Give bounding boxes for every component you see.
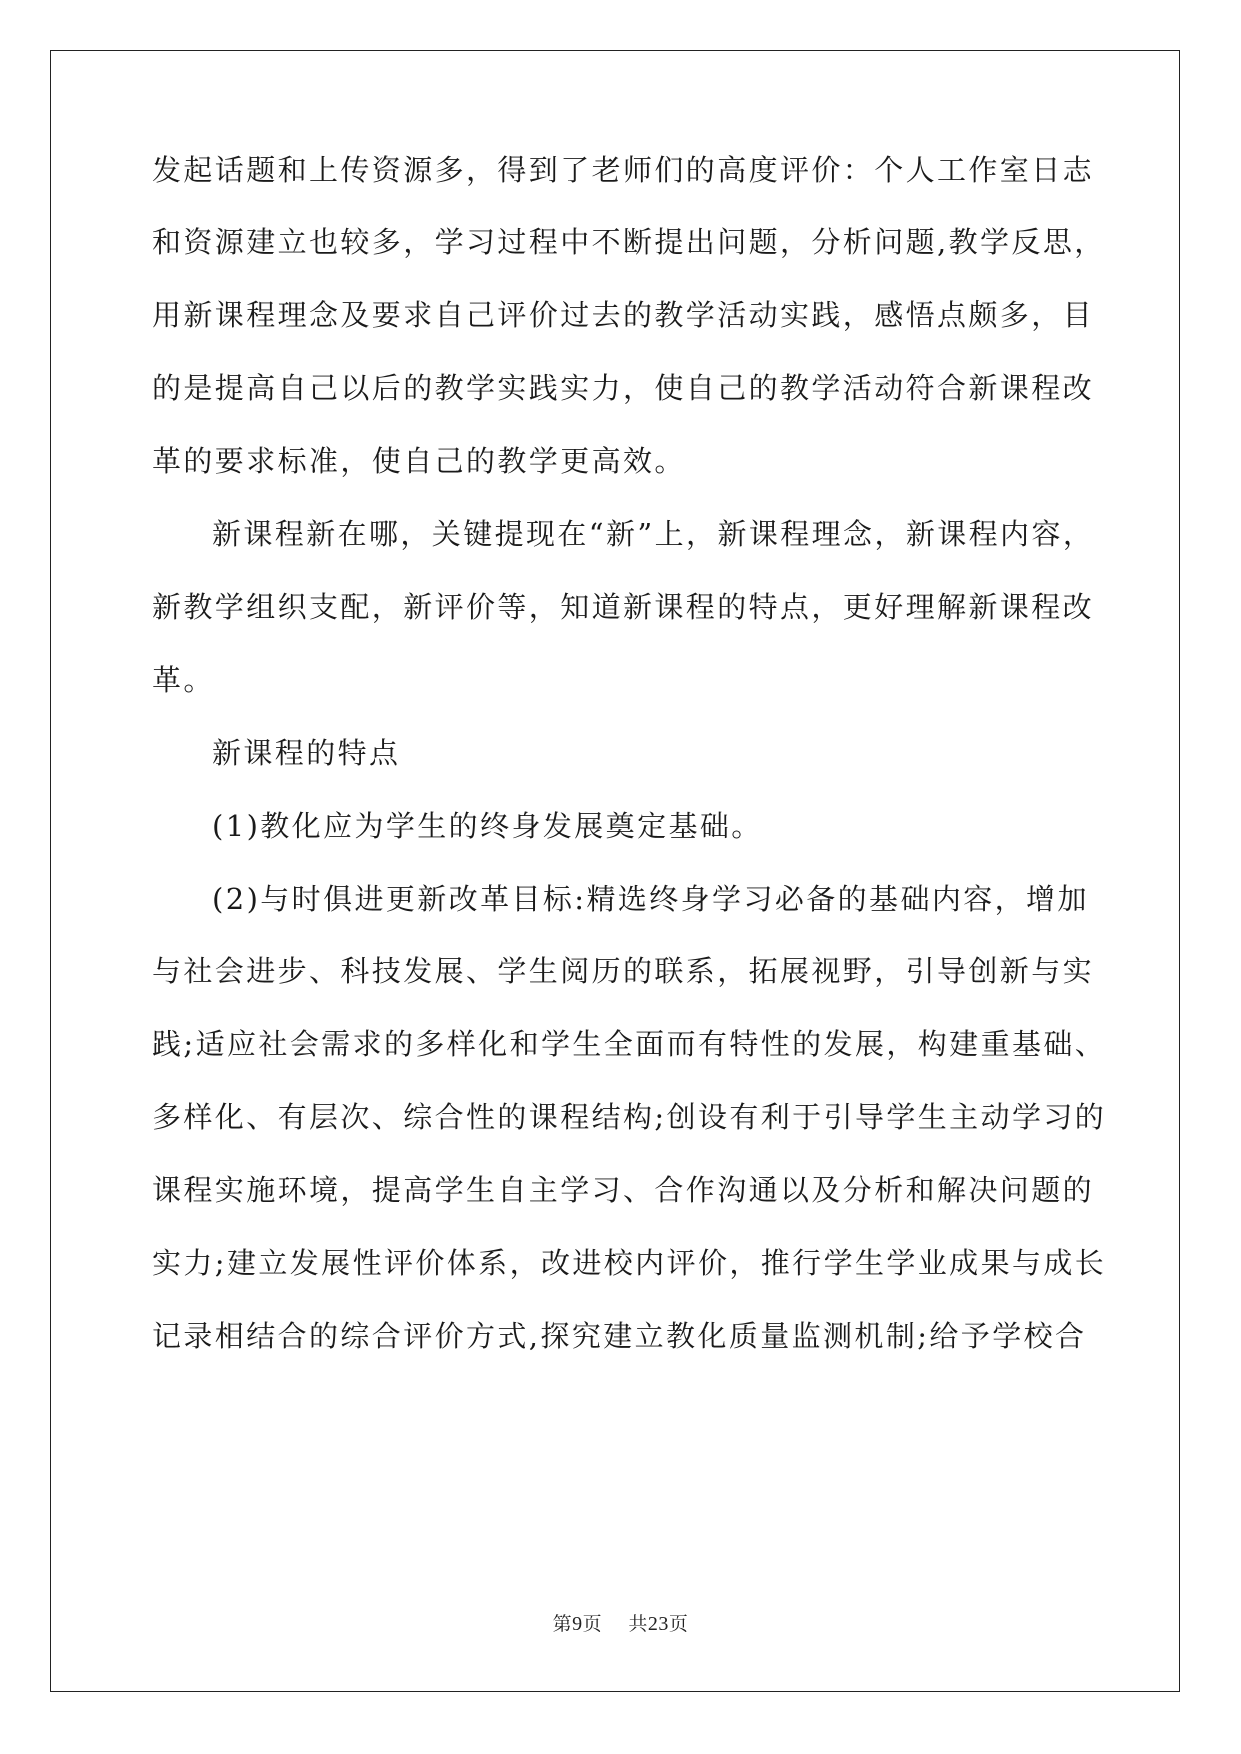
page-suffix: 页 [582, 1613, 603, 1635]
text-line: 课程实施环境，提高学生自主学习、合作沟通以及分析和解决问题的 [152, 1173, 1095, 1207]
total-prefix: 共 [628, 1613, 648, 1635]
text-line: 多样化、有层次、综合性的课程结构;创设有利于引导学生主动学习的 [152, 1100, 1107, 1134]
total-pages: 23 [647, 1613, 669, 1635]
text-line: 的是提高自己以后的教学实践实力，使自己的教学活动符合新课程改 [152, 371, 1095, 405]
text-line: 与社会进步、科技发展、学生阅历的联系，拓展视野，引导创新与实 [152, 954, 1095, 988]
text-line: 和资源建立也较多，学习过程中不断提出问题，分析问题,教学反思， [152, 225, 1106, 259]
list-item-2: (2)与时俱进更新改革目标:精选终身学习必备的基础内容，增加 [212, 882, 1089, 916]
text-line: 实力;建立发展性评价体系，改进校内评价，推行学生学业成果与成长 [152, 1246, 1107, 1280]
text-line: 新教学组织支配，新评价等，知道新课程的特点，更好理解新课程改 [152, 590, 1095, 624]
list-item-1: (1)教化应为学生的终身发展奠定基础。 [212, 809, 763, 843]
total-suffix: 页 [668, 1613, 689, 1635]
page-number: 9 [572, 1613, 583, 1635]
text-line: 记录相结合的综合评价方式,探究建立教化质量监测机制;给予学校合 [152, 1319, 1087, 1353]
page-footer [0, 1612, 1241, 1636]
paragraph-first-line: 新课程新在哪，关键提现在“新”上，新课程理念，新课程内容， [212, 517, 1095, 551]
text-line: 革。 [152, 663, 215, 697]
text-line: 发起话题和上传资源多，得到了老师们的高度评价：个人工作室日志 [152, 153, 1095, 187]
text-line: 用新课程理念及要求自己评价过去的教学活动实践，感悟点颇多，目 [152, 298, 1095, 332]
page-prefix: 第 [552, 1613, 573, 1635]
text-line: 践;适应社会需求的多样化和学生全面而有特性的发展，构建重基础、 [152, 1027, 1107, 1061]
section-heading: 新课程的特点 [212, 736, 401, 770]
text-line: 革的要求标准，使自己的教学更高效。 [152, 444, 686, 478]
